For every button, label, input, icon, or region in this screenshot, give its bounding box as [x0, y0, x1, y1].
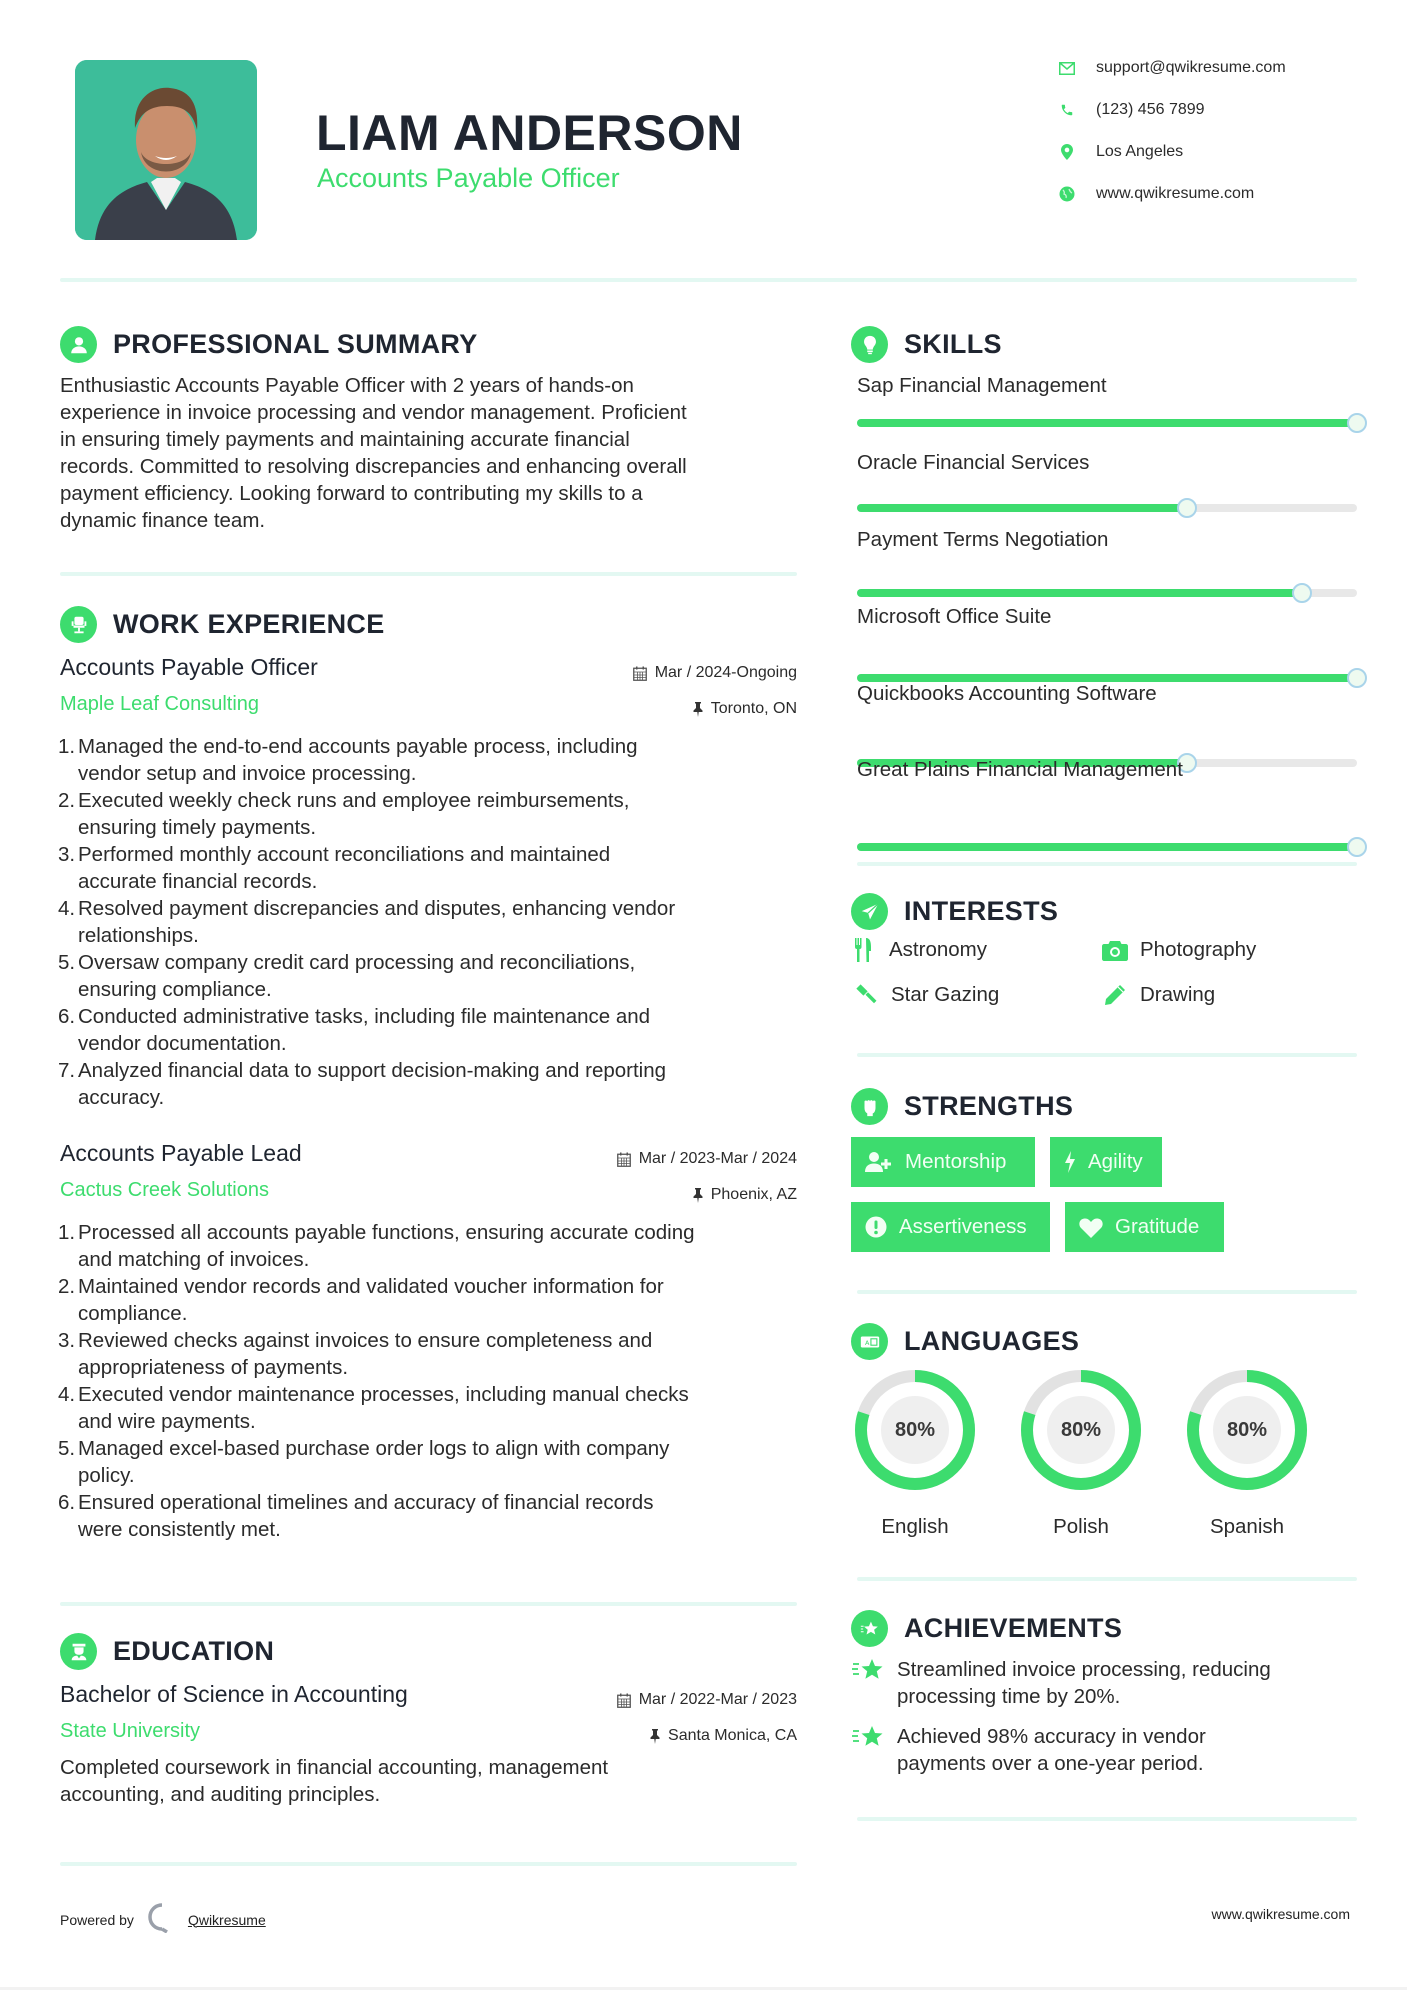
- user-icon: [60, 326, 97, 363]
- contact-location-text: Los Angeles: [1096, 143, 1184, 160]
- contact-website[interactable]: [1058, 185, 1254, 203]
- job-dates-text: Mar / 2024-Ongoing: [654, 664, 797, 681]
- bullet-item: 5. Managed excel-based purchase order logs to align with company policy.: [58, 1437, 670, 1487]
- calendar-icon: [617, 1152, 631, 1167]
- bullet-item: 4. Resolved payment discrepancies and disputes, enhancing vendor relationships.: [58, 897, 676, 947]
- achievement-item: [851, 1723, 1357, 1777]
- paper-plane-icon: [851, 893, 888, 930]
- skill-bar-knob: [1347, 413, 1367, 433]
- qwikresume-link[interactable]: Qwikresume: [187, 1911, 266, 1928]
- language-item: [1185, 1369, 1309, 1539]
- star-badge-icon: [851, 1610, 888, 1647]
- language-item: [853, 1369, 977, 1539]
- language-percent: 80%: [1213, 1396, 1281, 1464]
- language-item: [1019, 1369, 1143, 1539]
- job-bullets: [60, 733, 800, 1111]
- shooting-star-icon: [851, 1656, 885, 1686]
- strength-label: Agility: [1088, 1150, 1143, 1173]
- summary-line: Enthusiastic Accounts Payable Officer with 2 years of hands-on: [60, 374, 634, 397]
- language-icon: [851, 1323, 888, 1360]
- phone-icon: [1058, 101, 1076, 119]
- section-divider: [857, 1053, 1357, 1057]
- achievement-item: [851, 1656, 1357, 1710]
- strength-label: Assertiveness: [899, 1215, 1027, 1238]
- strength-label: Mentorship: [905, 1150, 1007, 1173]
- interest-label: Star Gazing: [891, 983, 1000, 1006]
- candidate-name: LIAM ANDERSON: [316, 105, 743, 161]
- skill-label: Oracle Financial Services: [857, 451, 1090, 474]
- languages-heading: [851, 1323, 1079, 1360]
- summary-line: in ensuring timely payments and maintaining accurate financial: [60, 428, 630, 451]
- skill-bar: [857, 589, 1357, 597]
- interest-label: Photography: [1140, 938, 1257, 961]
- achievements-title: ACHIEVEMENTS: [904, 1613, 1123, 1643]
- svg-text:A: A: [864, 1338, 869, 1347]
- skill-bar-fill: [857, 504, 1187, 512]
- skill-bar-knob: [1347, 668, 1367, 688]
- section-divider: [857, 1817, 1357, 1821]
- experience-title: WORK EXPERIENCE: [113, 609, 385, 639]
- footer-url[interactable]: www.qwikresume.com: [1211, 1906, 1350, 1922]
- achievement-text: Achieved 98% accuracy in vendor payments over a one-year period.: [897, 1725, 1206, 1775]
- skills-title: SKILLS: [904, 329, 1002, 359]
- interest-label: Astronomy: [889, 938, 987, 961]
- job-location-text: Phoenix, AZ: [710, 1186, 797, 1203]
- skill-bar-fill: [857, 419, 1357, 427]
- bullet-item: 2. Executed weekly check runs and employee reimbursements, ensuring timely payments.: [58, 789, 630, 839]
- section-divider: [857, 1577, 1357, 1581]
- language-ring: [1020, 1369, 1142, 1491]
- strength-chip: [1050, 1137, 1162, 1187]
- pushpin-icon: [693, 1188, 703, 1203]
- strength-chip: [1065, 1202, 1224, 1252]
- skill-label: Great Plains Financial Management: [857, 758, 1183, 781]
- bullet-item: 1. Managed the end-to-end accounts payable process, including vendor setup and invoice processing.: [58, 735, 638, 785]
- experience-heading: [60, 606, 385, 643]
- qwikresume-logo-icon: [148, 1903, 176, 1936]
- language-name: Polish: [1053, 1515, 1109, 1538]
- summary-line: dynamic finance team.: [60, 509, 266, 532]
- languages-title: LANGUAGES: [904, 1326, 1080, 1356]
- powered-by-label: Powered by: [60, 1911, 134, 1928]
- job-company: Cactus Creek Solutions: [60, 1179, 269, 1201]
- header-divider: [60, 278, 1357, 282]
- envelope-icon: [1058, 59, 1076, 77]
- skill-bar: [857, 504, 1357, 512]
- pencil-icon: [1102, 982, 1128, 1008]
- education-title: EDUCATION: [113, 1636, 275, 1666]
- candidate-role: Accounts Payable Officer: [317, 163, 620, 193]
- skill-bar-knob: [1177, 498, 1197, 518]
- interest-label: Drawing: [1140, 983, 1216, 1006]
- bullet-item: 2. Maintained vendor records and validated voucher information for compliance.: [58, 1275, 664, 1325]
- job-dates: [617, 1150, 797, 1168]
- calendar-icon: [633, 666, 647, 681]
- interest-item: [1102, 937, 1256, 963]
- camera-icon: [1102, 937, 1128, 963]
- globe-icon: [1058, 185, 1076, 203]
- contact-phone-text: (123) 456 7899: [1096, 101, 1205, 118]
- language-ring: [854, 1369, 976, 1491]
- utensils-icon: [851, 937, 877, 963]
- job-dates-text: Mar / 2023-Mar / 2024: [638, 1150, 797, 1167]
- strength-chip: [851, 1202, 1050, 1252]
- summary-heading: [60, 326, 478, 363]
- education-dates-text: Mar / 2022-Mar / 2023: [638, 1691, 797, 1708]
- strength-label: Gratitude: [1115, 1215, 1200, 1238]
- contact-email-text: support@qwikresume.com: [1096, 59, 1286, 76]
- language-name: English: [881, 1515, 949, 1538]
- job-location-text: Toronto, ON: [710, 700, 797, 717]
- skill-label: Quickbooks Accounting Software: [857, 682, 1157, 705]
- lightbulb-icon: [851, 326, 888, 363]
- language-name: Spanish: [1209, 1515, 1285, 1538]
- degree-title: Bachelor of Science in Accounting: [60, 1681, 408, 1707]
- skill-bar: [857, 674, 1357, 682]
- contact-location: [1058, 143, 1183, 161]
- bullet-item: 6. Conducted administrative tasks, including file maintenance and vendor documentation.: [58, 1005, 651, 1055]
- section-divider: [60, 1602, 797, 1606]
- skill-label: Sap Financial Management: [857, 374, 1107, 397]
- bullet-item: 3. Performed monthly account reconciliations and maintained accurate financial records.: [58, 843, 611, 893]
- skill-bar: [857, 419, 1357, 427]
- exclamation-circle-icon: [865, 1216, 887, 1238]
- contact-phone[interactable]: [1058, 101, 1205, 119]
- map-pin-icon: [1058, 143, 1076, 161]
- summary-title: PROFESSIONAL SUMMARY: [113, 329, 478, 359]
- section-divider: [857, 1290, 1357, 1294]
- pushpin-icon: [650, 1729, 660, 1744]
- education-location-text: Santa Monica, CA: [668, 1727, 797, 1744]
- skill-label: Payment Terms Negotiation: [857, 528, 1109, 551]
- job-title: Accounts Payable Officer: [60, 654, 318, 680]
- contact-website-text: www.qwikresume.com: [1096, 185, 1255, 202]
- education-description: Completed coursework in financial accounting, management accounting, and auditing principles.: [60, 1756, 609, 1806]
- skill-bar-knob: [1292, 583, 1312, 603]
- footer-powered-by: [60, 1903, 266, 1936]
- job-company: Maple Leaf Consulting: [60, 693, 260, 715]
- job-title: Accounts Payable Lead: [60, 1140, 302, 1166]
- strength-chip: [851, 1137, 1035, 1187]
- pushpin-icon: [693, 702, 703, 717]
- graduate-icon: [60, 1633, 97, 1670]
- bullet-item: 3. Reviewed checks against invoices to ensure completeness and appropriateness of payments.: [58, 1329, 653, 1379]
- language-percent: 80%: [881, 1396, 949, 1464]
- skill-bar: [857, 843, 1357, 851]
- fist-icon: [851, 1088, 888, 1125]
- section-divider: [857, 862, 1357, 866]
- bullet-item: 5. Oversaw company credit card processing and reconciliations, ensuring compliance.: [58, 951, 636, 1001]
- school-name: State University: [60, 1720, 201, 1742]
- interest-item: [853, 982, 999, 1008]
- skill-bar-fill: [857, 589, 1302, 597]
- heart-icon: [1079, 1217, 1103, 1238]
- contact-email[interactable]: [1058, 59, 1286, 77]
- education-location: [650, 1727, 797, 1745]
- office-chair-icon: [60, 606, 97, 643]
- section-divider: [60, 572, 797, 576]
- avatar: [75, 60, 257, 240]
- achievement-text: Streamlined invoice processing, reducing processing time by 20%.: [897, 1658, 1271, 1708]
- summary-text: [60, 372, 800, 534]
- bullet-item: 6. Ensured operational timelines and accuracy of financial records were consistently met.: [58, 1491, 654, 1541]
- calendar-icon: [617, 1693, 631, 1708]
- education-dates: [617, 1691, 797, 1709]
- strengths-title: STRENGTHS: [904, 1091, 1074, 1121]
- language-ring: [1186, 1369, 1308, 1491]
- interests-title: INTERESTS: [904, 896, 1059, 926]
- interest-item: [1102, 982, 1215, 1008]
- interest-item: [851, 937, 987, 963]
- bullet-item: 1. Processed all accounts payable functions, ensuring accurate coding and matching of invoices.: [58, 1221, 695, 1271]
- summary-line: payment efficiency. Looking forward to contributing my skills to a: [60, 482, 643, 505]
- strengths-heading: [851, 1088, 1073, 1125]
- interests-heading: [851, 893, 1058, 930]
- gavel-icon: [853, 982, 879, 1008]
- achievements-heading: [851, 1610, 1122, 1647]
- job-bullets: [60, 1219, 800, 1543]
- skill-bar-fill: [857, 674, 1357, 682]
- bolt-icon: [1064, 1151, 1076, 1173]
- user-plus-icon: [865, 1151, 893, 1173]
- summary-line: experience in invoice processing and vendor management. Proficient: [60, 401, 687, 424]
- skill-bar-knob: [1347, 837, 1367, 857]
- section-divider: [60, 1862, 797, 1866]
- bullet-item: 7. Analyzed financial data to support decision-making and reporting accuracy.: [58, 1059, 667, 1109]
- language-percent: 80%: [1047, 1396, 1115, 1464]
- bullet-item: 4. Executed vendor maintenance processes, including manual checks and wire payments.: [58, 1383, 689, 1433]
- skill-bar-fill: [857, 843, 1357, 851]
- education-heading: [60, 1633, 274, 1670]
- skill-label: Microsoft Office Suite: [857, 605, 1052, 628]
- summary-line: records. Committed to resolving discrepancies and enhancing overall: [60, 455, 687, 478]
- job-location: [693, 700, 797, 718]
- profile-photo: [75, 60, 257, 240]
- skills-heading: [851, 326, 1002, 363]
- job-dates: [633, 664, 797, 682]
- job-location: [693, 1186, 797, 1204]
- shooting-star-icon: [851, 1723, 885, 1753]
